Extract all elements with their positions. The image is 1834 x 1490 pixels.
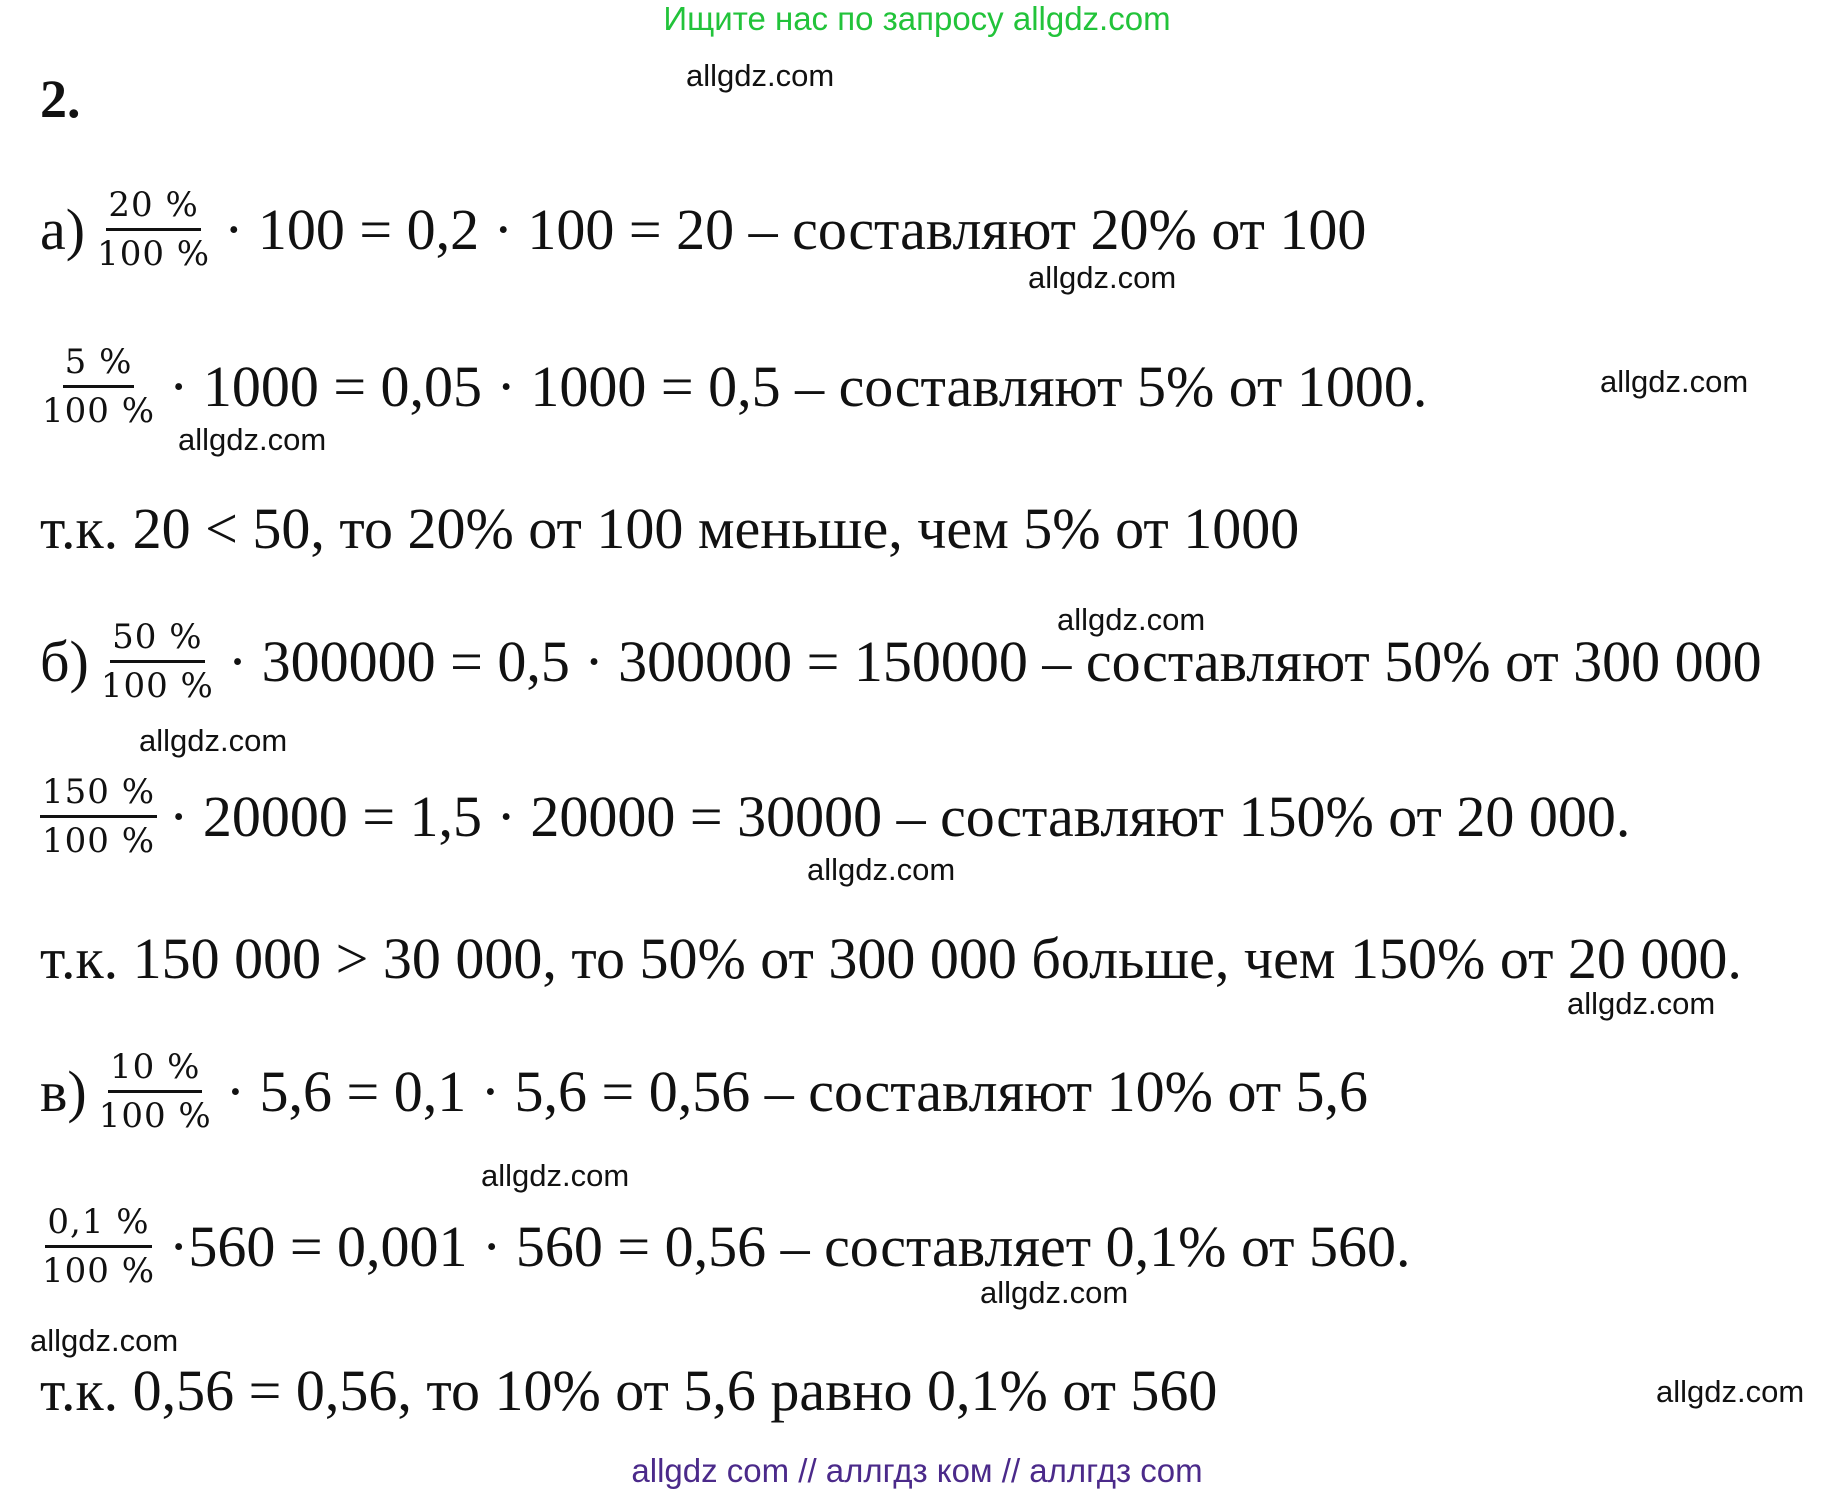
equation-text: · 5,6 = 0,1 · 5,6 = 0,56 – составляют 10% от 5,6	[225, 1058, 1369, 1124]
fraction-a1	[95, 185, 212, 274]
fraction-denominator: 100 %	[100, 666, 214, 706]
part-label-b: б)	[40, 628, 89, 694]
part-label-c: в)	[40, 1058, 87, 1124]
watermark: allgdz.com	[1567, 986, 1716, 1021]
solution-line-b2	[40, 772, 1631, 861]
solution-line-a1	[40, 185, 1367, 274]
watermark: allgdz.com	[1600, 364, 1749, 399]
fraction-b1	[99, 617, 216, 706]
task-number: 2.	[40, 69, 81, 129]
conclusion-c	[40, 1358, 1218, 1423]
part-label-a: а)	[40, 196, 86, 262]
conclusion-b	[40, 926, 1742, 991]
watermark: allgdz.com	[980, 1275, 1129, 1310]
fraction-numerator: 5 %	[63, 345, 135, 388]
fraction-a2	[40, 342, 157, 431]
watermark: allgdz.com	[807, 852, 956, 887]
fraction-denominator: 100 %	[97, 234, 211, 274]
conclusion-text: т.к. 20 < 50, то 20% от 100 меньше, чем 5% от 1000	[40, 496, 1300, 561]
fraction-numerator: 0,1 %	[45, 1205, 151, 1248]
equation-text: · 300000 = 0,5 · 300000 = 150000 – составляют 50% от 300 000	[227, 628, 1762, 694]
fraction-c2	[40, 1202, 157, 1291]
watermark: allgdz.com	[1656, 1374, 1805, 1409]
watermark: allgdz.com	[481, 1158, 630, 1193]
fraction-denominator: 100 %	[42, 821, 156, 861]
equation-text: · 1000 = 0,05 · 1000 = 0,5 – составляют 5% от 1000.	[169, 353, 1428, 419]
fraction-c1	[97, 1047, 214, 1136]
fraction-numerator: 20 %	[106, 188, 200, 231]
watermark: allgdz.com	[139, 723, 288, 758]
fraction-numerator: 150 %	[40, 775, 157, 818]
conclusion-a	[40, 496, 1300, 561]
solution-line-a2	[40, 342, 1428, 431]
solution-line-c1	[40, 1047, 1369, 1136]
fraction-denominator: 100 %	[98, 1096, 212, 1136]
fraction-numerator: 50 %	[110, 620, 204, 663]
watermark: allgdz.com	[1028, 260, 1177, 295]
fraction-denominator: 100 %	[42, 391, 156, 431]
equation-text: · 20000 = 1,5 · 20000 = 30000 – составляют 150% от 20 000.	[169, 783, 1631, 849]
solution-line-c2	[40, 1202, 1411, 1291]
watermark: allgdz.com	[1057, 602, 1206, 637]
equation-text: · 100 = 0,2 · 100 = 20 – составляют 20% от 100	[224, 196, 1367, 262]
conclusion-text: т.к. 150 000 > 30 000, то 50% от 300 000 больше, чем 150% от 20 000.	[40, 926, 1742, 991]
watermark: allgdz.com	[30, 1323, 179, 1358]
top-banner: Ищите нас по запросу allgdz.com	[663, 0, 1171, 37]
equation-text: ·560 = 0,001 · 560 = 0,56 – составляет 0,1% от 560.	[169, 1213, 1411, 1279]
bottom-banner: allgdz com // аллгдз ком // аллгдз com	[631, 1452, 1203, 1489]
watermark: allgdz.com	[178, 422, 327, 457]
fraction-b2	[40, 772, 157, 861]
watermark: allgdz.com	[686, 58, 835, 93]
fraction-numerator: 10 %	[108, 1050, 202, 1093]
conclusion-text: т.к. 0,56 = 0,56, то 10% от 5,6 равно 0,1% от 560	[40, 1358, 1218, 1423]
fraction-denominator: 100 %	[42, 1251, 156, 1291]
